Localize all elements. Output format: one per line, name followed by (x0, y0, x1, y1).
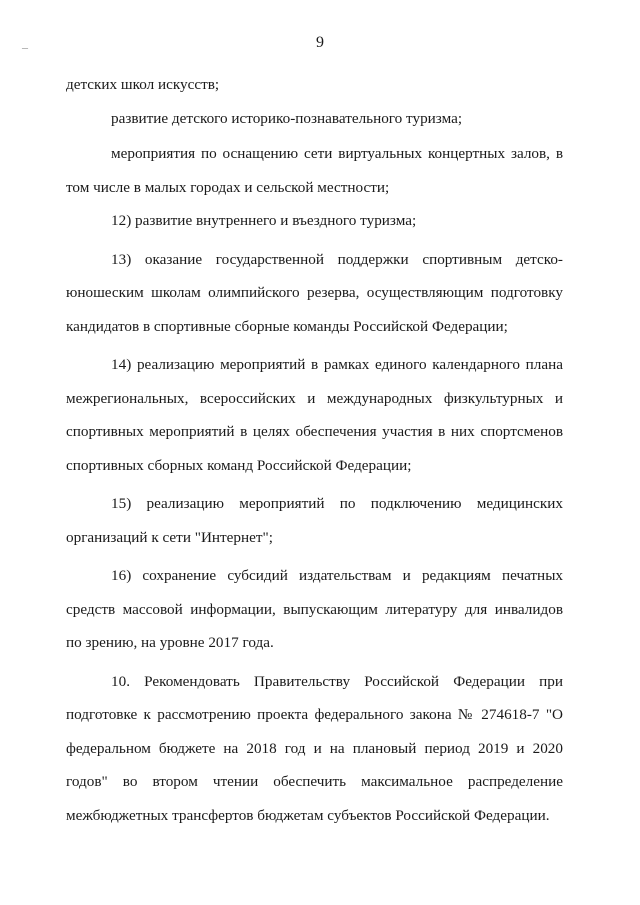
paragraph (66, 102, 563, 136)
text-line: 15) реализацию мероприятий по подключению медицинских (111, 495, 563, 512)
text-line: том числе в малых городах и сельской местности; (66, 178, 390, 196)
paragraph (66, 243, 563, 344)
text-line: организаций к сети "Интернет"; (66, 528, 273, 546)
text-line: 13) оказание государственной поддержки спортивным детско- (111, 250, 563, 268)
paragraph (66, 348, 563, 482)
text-line: спортивных мероприятий в целях обеспечения участия в них спортсменов (66, 423, 563, 440)
paragraph (66, 137, 563, 204)
text-line: 12) развитие внутреннего и въездного туризма; (111, 212, 417, 229)
text-line: федеральном бюджете на 2018 год и на плановый период 2019 и 2020 (66, 739, 563, 757)
text-line: межрегиональных, всероссийских и международных физкультурных и (66, 389, 563, 407)
text-line: годов" во втором чтении обеспечить максимальное распределение (66, 773, 563, 790)
paragraph (66, 68, 563, 102)
text-line: развитие детского историко-познавательного туризма; (111, 109, 463, 127)
text-line: юношеским школам олимпийского резерва, осуществляющим подготовку (66, 284, 563, 301)
text-line: средств массовой информации, выпускающим литературу для инвалидов (66, 600, 563, 618)
text-line: спортивных сборных команд Российской Федерации; (66, 456, 412, 474)
text-line: 14) реализацию мероприятий в рамках единого календарного плана (111, 356, 563, 373)
text-line: 16) сохранение субсидий издательствам и редакциям печатных (111, 567, 563, 584)
paragraph (66, 559, 563, 660)
paragraph (66, 204, 563, 238)
margin-mark: – (22, 40, 28, 54)
paragraph (66, 487, 563, 554)
page-number: 9 (316, 34, 324, 51)
text-line: детских школ искусств; (66, 76, 220, 93)
paragraph (66, 665, 563, 833)
text-line: мероприятия по оснащению сети виртуальных концертных залов, в (111, 145, 563, 162)
text-line: 10. Рекомендовать Правительству Российской Федерации при (111, 672, 563, 690)
text-line: подготовке к рассмотрению проекта федерального закона № 274618-7 "О (66, 706, 563, 723)
text-line: межбюджетных трансфертов бюджетам субъектов Российской Федерации. (66, 806, 550, 824)
text-line: по зрению, на уровне 2017 года. (66, 634, 274, 651)
text-line: кандидатов в спортивные сборные команды Российской Федерации; (66, 317, 508, 335)
document-body (66, 68, 563, 832)
